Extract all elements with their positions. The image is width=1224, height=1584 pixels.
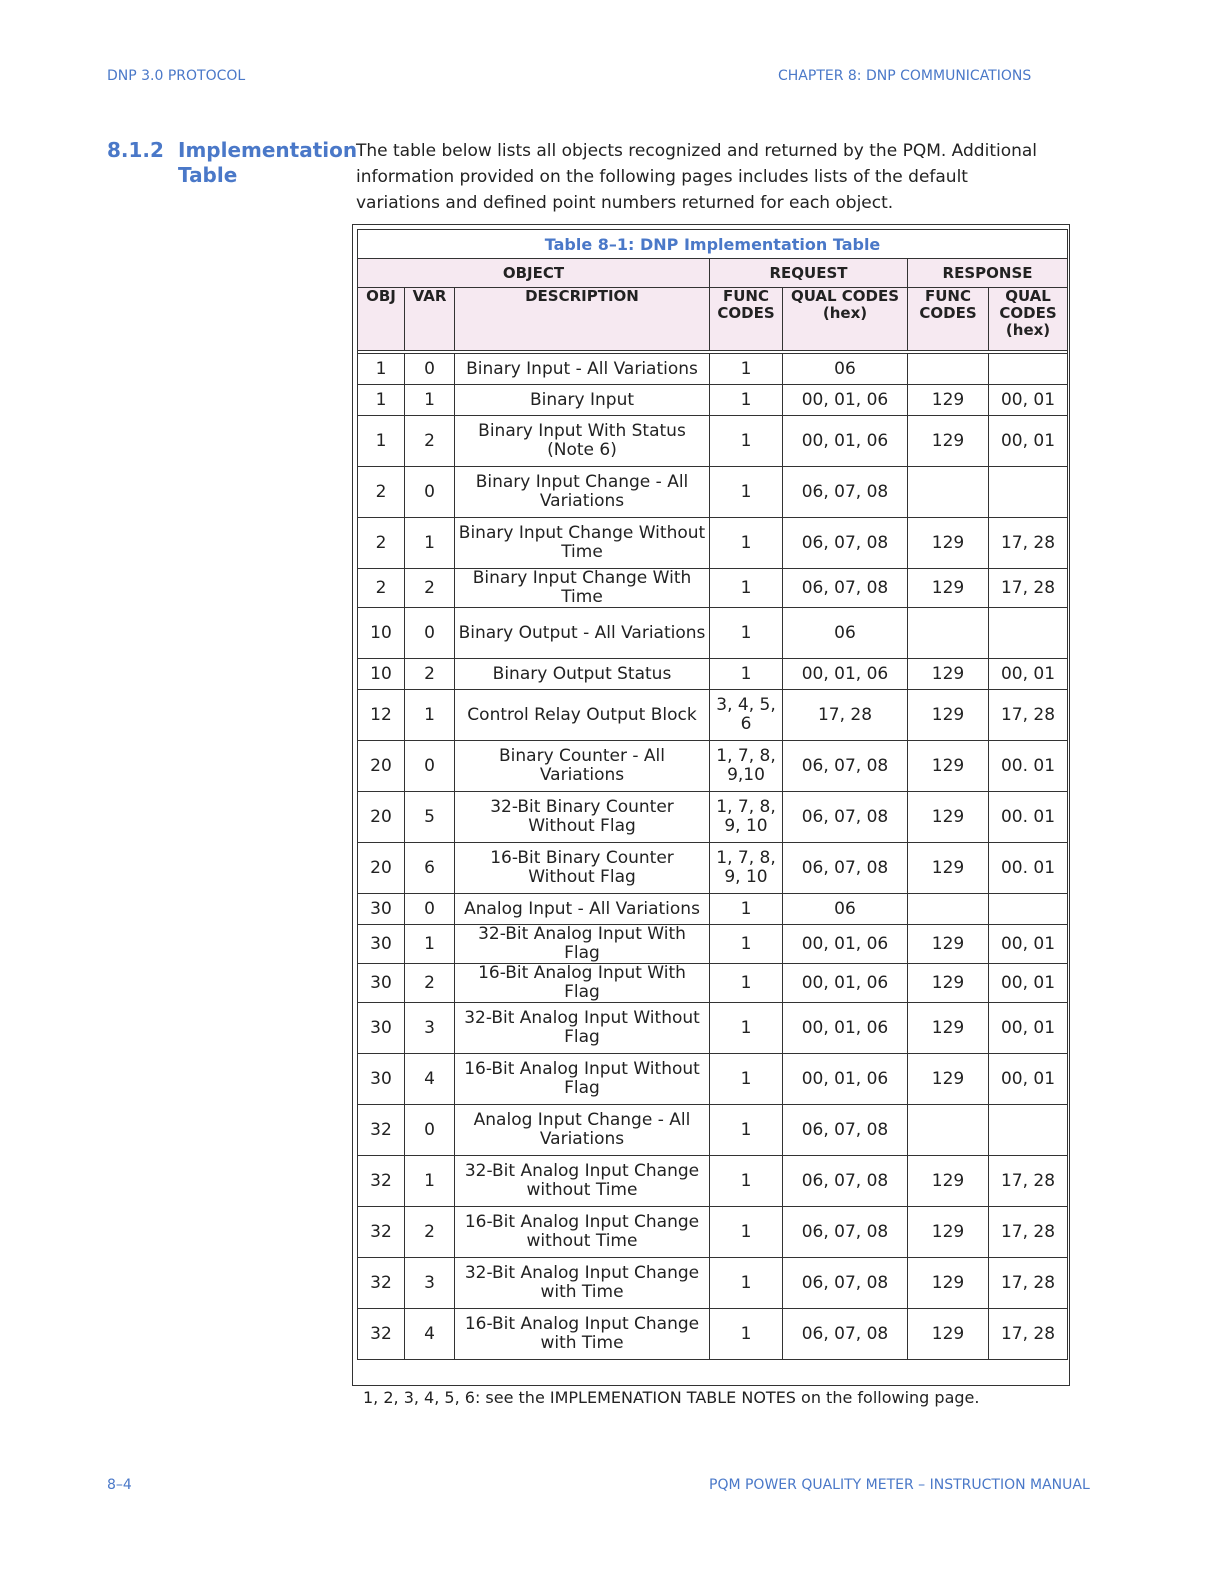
cell-description: 16-Bit Analog Input With Flag: [455, 964, 710, 1003]
cell-obj: 30: [358, 964, 405, 1003]
cell-description: 16-Bit Analog Input Change with Time: [455, 1309, 710, 1360]
cell-description: 16-Bit Binary Counter Without Flag: [455, 843, 710, 894]
cell-obj: 30: [358, 1003, 405, 1054]
cell-var: 3: [405, 1258, 455, 1309]
col-header-obj: OBJ: [358, 288, 405, 351]
cell-request-func-codes: 1: [710, 569, 783, 608]
cell-request-func-codes: 1: [710, 1309, 783, 1360]
col-header-request-func-codes: FUNC CODES: [710, 288, 783, 351]
cell-response-qual-codes: 00. 01: [989, 843, 1068, 894]
col-header-response-qual-codes: QUAL CODES (hex): [989, 288, 1068, 351]
cell-request-func-codes: 3, 4, 5, 6: [710, 690, 783, 741]
cell-var: 2: [405, 659, 455, 690]
cell-var: 0: [405, 467, 455, 518]
cell-request-func-codes: 1: [710, 1207, 783, 1258]
cell-description: Binary Input Change With Time: [455, 569, 710, 608]
cell-response-func-codes: 129: [908, 1207, 989, 1258]
cell-request-func-codes: 1: [710, 385, 783, 416]
cell-request-func-codes: 1, 7, 8, 9, 10: [710, 792, 783, 843]
cell-request-qual-codes: 06, 07, 08: [783, 518, 908, 569]
table-frame: [352, 224, 1070, 1386]
cell-request-qual-codes: 06, 07, 08: [783, 569, 908, 608]
cell-request-func-codes: 1: [710, 1156, 783, 1207]
cell-request-func-codes: 1: [710, 518, 783, 569]
cell-request-qual-codes: 06, 07, 08: [783, 1156, 908, 1207]
cell-response-qual-codes: 00. 01: [989, 741, 1068, 792]
table-row: [358, 518, 1068, 569]
cell-request-func-codes: 1: [710, 416, 783, 467]
table-row: [358, 659, 1068, 690]
cell-request-func-codes: 1: [710, 964, 783, 1003]
cell-description: Binary Output - All Variations: [455, 608, 710, 659]
table-row: [358, 1054, 1068, 1105]
cell-obj: 30: [358, 1054, 405, 1105]
cell-var: 1: [405, 1156, 455, 1207]
cell-request-qual-codes: 06, 07, 08: [783, 1258, 908, 1309]
cell-response-func-codes: 129: [908, 416, 989, 467]
table-row: [358, 741, 1068, 792]
cell-response-func-codes: 129: [908, 1258, 989, 1309]
cell-var: 0: [405, 608, 455, 659]
cell-request-qual-codes: 00, 01, 06: [783, 964, 908, 1003]
cell-var: 0: [405, 1105, 455, 1156]
cell-request-qual-codes: 06, 07, 08: [783, 741, 908, 792]
table-row: [358, 608, 1068, 659]
cell-var: 2: [405, 416, 455, 467]
cell-request-func-codes: 1: [710, 467, 783, 518]
cell-response-func-codes: 129: [908, 1054, 989, 1105]
cell-request-qual-codes: 06, 07, 08: [783, 792, 908, 843]
cell-response-qual-codes: 00. 01: [989, 792, 1068, 843]
cell-response-func-codes: [908, 1105, 989, 1156]
cell-var: 4: [405, 1309, 455, 1360]
table-caption: Table 8–1: DNP Implementation Table: [358, 230, 1068, 259]
cell-description: Control Relay Output Block: [455, 690, 710, 741]
cell-request-func-codes: 1: [710, 1003, 783, 1054]
cell-request-func-codes: 1: [710, 1054, 783, 1105]
cell-response-qual-codes: 17, 28: [989, 518, 1068, 569]
cell-description: Binary Input Change Without Time: [455, 518, 710, 569]
cell-response-qual-codes: 17, 28: [989, 690, 1068, 741]
cell-var: 1: [405, 518, 455, 569]
cell-request-qual-codes: 00, 01, 06: [783, 659, 908, 690]
cell-description: Binary Input With Status (Note 6): [455, 416, 710, 467]
cell-response-qual-codes: 17, 28: [989, 1156, 1068, 1207]
cell-var: 1: [405, 925, 455, 964]
cell-response-qual-codes: 17, 28: [989, 1309, 1068, 1360]
cell-obj: 32: [358, 1309, 405, 1360]
cell-response-qual-codes: 17, 28: [989, 569, 1068, 608]
cell-request-qual-codes: 00, 01, 06: [783, 1054, 908, 1105]
cell-var: 4: [405, 1054, 455, 1105]
cell-response-qual-codes: [989, 608, 1068, 659]
cell-obj: 2: [358, 569, 405, 608]
cell-var: 6: [405, 843, 455, 894]
cell-response-qual-codes: [989, 467, 1068, 518]
cell-description: 32-Bit Analog Input With Flag: [455, 925, 710, 964]
cell-response-func-codes: 129: [908, 659, 989, 690]
cell-request-func-codes: 1: [710, 608, 783, 659]
cell-response-func-codes: [908, 608, 989, 659]
cell-description: Analog Input - All Variations: [455, 894, 710, 925]
cell-obj: 10: [358, 659, 405, 690]
cell-request-func-codes: 1: [710, 659, 783, 690]
cell-request-qual-codes: 06: [783, 354, 908, 385]
table-row: [358, 894, 1068, 925]
cell-description: 32-Bit Analog Input Without Flag: [455, 1003, 710, 1054]
cell-obj: 32: [358, 1207, 405, 1258]
table-row: [358, 1156, 1068, 1207]
table-row: [358, 354, 1068, 385]
cell-description: 16-Bit Analog Input Without Flag: [455, 1054, 710, 1105]
cell-response-func-codes: 129: [908, 741, 989, 792]
cell-response-qual-codes: [989, 1105, 1068, 1156]
table-row: [358, 690, 1068, 741]
cell-request-qual-codes: 00, 01, 06: [783, 416, 908, 467]
cell-obj: 2: [358, 518, 405, 569]
cell-request-func-codes: 1: [710, 1105, 783, 1156]
cell-response-qual-codes: 00, 01: [989, 1003, 1068, 1054]
col-header-request-qual-codes: QUAL CODES (hex): [783, 288, 908, 351]
table-row: [358, 1105, 1068, 1156]
cell-response-func-codes: [908, 354, 989, 385]
cell-response-func-codes: 129: [908, 569, 989, 608]
cell-obj: 1: [358, 385, 405, 416]
cell-obj: 12: [358, 690, 405, 741]
table-row: [358, 792, 1068, 843]
cell-response-qual-codes: [989, 354, 1068, 385]
table-row: [358, 416, 1068, 467]
table-row: [358, 925, 1068, 964]
cell-response-qual-codes: 00, 01: [989, 964, 1068, 1003]
cell-var: 2: [405, 1207, 455, 1258]
cell-var: 2: [405, 964, 455, 1003]
cell-description: 32-Bit Binary Counter Without Flag: [455, 792, 710, 843]
cell-response-qual-codes: 17, 28: [989, 1207, 1068, 1258]
cell-request-qual-codes: 17, 28: [783, 690, 908, 741]
table-row: [358, 1003, 1068, 1054]
cell-response-qual-codes: 00, 01: [989, 385, 1068, 416]
table-row: [358, 1258, 1068, 1309]
cell-var: 0: [405, 741, 455, 792]
page-number: 8–4: [107, 1477, 132, 1493]
cell-response-func-codes: 129: [908, 843, 989, 894]
cell-response-func-codes: 129: [908, 1156, 989, 1207]
cell-obj: 32: [358, 1156, 405, 1207]
cell-response-func-codes: 129: [908, 1003, 989, 1054]
cell-request-qual-codes: 00, 01, 06: [783, 1003, 908, 1054]
group-header-response: RESPONSE: [908, 259, 1068, 288]
cell-request-qual-codes: 00, 01, 06: [783, 385, 908, 416]
cell-obj: 10: [358, 608, 405, 659]
cell-request-qual-codes: 00, 01, 06: [783, 925, 908, 964]
group-header-object: OBJECT: [358, 259, 710, 288]
cell-request-qual-codes: 06, 07, 08: [783, 1105, 908, 1156]
cell-var: 3: [405, 1003, 455, 1054]
cell-obj: 20: [358, 843, 405, 894]
cell-description: 32-Bit Analog Input Change with Time: [455, 1258, 710, 1309]
cell-description: Binary Input Change - All Variations: [455, 467, 710, 518]
cell-description: Binary Input: [455, 385, 710, 416]
cell-request-qual-codes: 06, 07, 08: [783, 1207, 908, 1258]
cell-response-qual-codes: 17, 28: [989, 1258, 1068, 1309]
cell-response-qual-codes: 00, 01: [989, 416, 1068, 467]
implementation-table: [357, 229, 1068, 1360]
table-row: [358, 964, 1068, 1003]
table-row: [358, 569, 1068, 608]
cell-var: 0: [405, 894, 455, 925]
running-header-right: CHAPTER 8: DNP COMMUNICATIONS: [778, 68, 1032, 84]
cell-obj: 20: [358, 792, 405, 843]
table-row: [358, 467, 1068, 518]
intro-paragraph: The table below lists all objects recognized and returned by the PQM. Additional information provided on the following pages includes lists of the default variations and defined point numbers returned for each object.: [356, 141, 1038, 213]
table-row: [358, 1309, 1068, 1360]
running-footer-right: PQM POWER QUALITY METER – INSTRUCTION MANUAL: [709, 1477, 1090, 1493]
cell-response-func-codes: 129: [908, 690, 989, 741]
cell-request-qual-codes: 06, 07, 08: [783, 1309, 908, 1360]
cell-response-func-codes: [908, 894, 989, 925]
cell-obj: 20: [358, 741, 405, 792]
section-title: Implementation Table: [178, 138, 358, 187]
cell-request-qual-codes: 06, 07, 08: [783, 843, 908, 894]
cell-response-func-codes: 129: [908, 1309, 989, 1360]
col-header-response-func-codes: FUNC CODES: [908, 288, 989, 351]
cell-request-qual-codes: 06, 07, 08: [783, 467, 908, 518]
cell-obj: 1: [358, 416, 405, 467]
table-row: [358, 1207, 1068, 1258]
col-header-description: DESCRIPTION: [455, 288, 710, 351]
col-header-var: VAR: [405, 288, 455, 351]
cell-obj: 32: [358, 1105, 405, 1156]
cell-obj: 30: [358, 925, 405, 964]
section-number: 8.1.2: [107, 138, 164, 162]
running-header-left: DNP 3.0 PROTOCOL: [107, 68, 246, 84]
cell-description: Binary Input - All Variations: [455, 354, 710, 385]
cell-response-func-codes: 129: [908, 964, 989, 1003]
cell-obj: 30: [358, 894, 405, 925]
cell-response-qual-codes: 00, 01: [989, 1054, 1068, 1105]
cell-request-func-codes: 1: [710, 894, 783, 925]
cell-description: Binary Counter - All Variations: [455, 741, 710, 792]
cell-request-qual-codes: 06: [783, 608, 908, 659]
table-note: 1, 2, 3, 4, 5, 6: see the IMPLEMENATION TABLE NOTES on the following page.: [363, 1388, 980, 1407]
cell-request-func-codes: 1: [710, 1258, 783, 1309]
cell-request-qual-codes: 06: [783, 894, 908, 925]
cell-response-func-codes: 129: [908, 925, 989, 964]
table-row: [358, 843, 1068, 894]
cell-request-func-codes: 1: [710, 354, 783, 385]
cell-response-func-codes: 129: [908, 518, 989, 569]
cell-description: Analog Input Change - All Variations: [455, 1105, 710, 1156]
cell-var: 1: [405, 690, 455, 741]
cell-response-func-codes: 129: [908, 792, 989, 843]
cell-obj: 32: [358, 1258, 405, 1309]
cell-description: 32-Bit Analog Input Change without Time: [455, 1156, 710, 1207]
cell-request-func-codes: 1, 7, 8, 9,10: [710, 741, 783, 792]
cell-response-qual-codes: 00, 01: [989, 659, 1068, 690]
table-row: [358, 385, 1068, 416]
cell-var: 5: [405, 792, 455, 843]
cell-response-qual-codes: 00, 01: [989, 925, 1068, 964]
cell-var: 2: [405, 569, 455, 608]
cell-description: 16-Bit Analog Input Change without Time: [455, 1207, 710, 1258]
group-header-request: REQUEST: [710, 259, 908, 288]
cell-request-func-codes: 1, 7, 8, 9, 10: [710, 843, 783, 894]
cell-var: 0: [405, 354, 455, 385]
cell-description: Binary Output Status: [455, 659, 710, 690]
cell-obj: 2: [358, 467, 405, 518]
cell-request-func-codes: 1: [710, 925, 783, 964]
cell-response-qual-codes: [989, 894, 1068, 925]
cell-response-func-codes: [908, 467, 989, 518]
cell-obj: 1: [358, 354, 405, 385]
cell-var: 1: [405, 385, 455, 416]
cell-response-func-codes: 129: [908, 385, 989, 416]
